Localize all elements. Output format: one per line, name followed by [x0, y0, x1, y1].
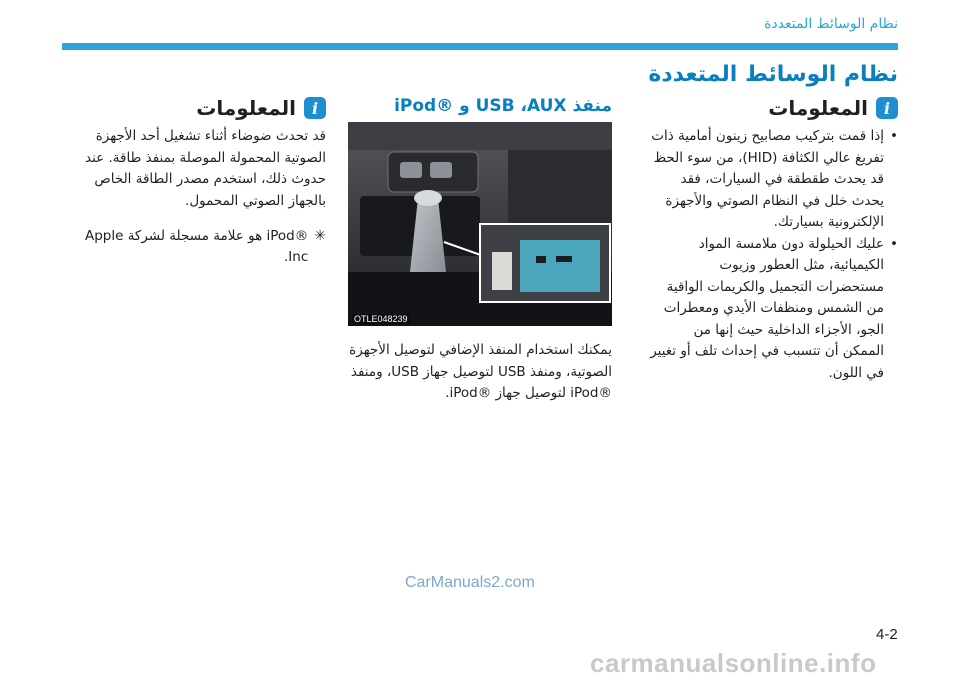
page-number: 4-2 — [876, 626, 898, 643]
running-header: نظام الوسائط المتعددة — [764, 16, 898, 32]
info-icon: i — [304, 97, 326, 119]
info-heading-left — [62, 96, 326, 120]
right-column — [648, 96, 898, 384]
info-heading-label: المعلومات — [196, 96, 296, 120]
usb-aux-heading: منفذ USB ،AUX و ®iPod — [394, 96, 612, 116]
watermark: CarManuals2.com — [405, 574, 535, 591]
left-column — [62, 96, 326, 268]
usb-aux-description — [348, 340, 612, 405]
usb-aux-paragraph: يمكنك استخدام المنفذ الإضافي لتوصيل الأجهزة الصوتية، ومنفذ USB لتوصيل جهاز USB، ومنفذ ®iPod لتوصيل جهاز ®iPod. — [349, 342, 612, 401]
asterisk-icon: ✳ — [314, 228, 326, 244]
console-photo — [348, 122, 612, 326]
trademark-note — [62, 226, 326, 268]
info-icon: i — [876, 97, 898, 119]
bullet-item: • إذا قمت بتركيب مصابيح زينون أمامية ذات تفريغ عالي الكثافة (HID)، من سوء الحظ قد يحدث طقطقة في السيارات، فقد يحدث خلل في النظام الصوتي والأجهزة الإلكترونية بسيارتك. — [648, 126, 884, 234]
photo-code: OTLE048239 — [354, 314, 408, 324]
console-illustration — [348, 122, 612, 326]
info-heading-right — [648, 96, 898, 120]
noise-paragraph: قد تحدث ضوضاء أثناء تشغيل أحد الأجهزة الصوتية المحمولة الموصلة بمنفذ طاقة. عند حدوث ذلك، استخدم مصدر الطاقة الخاص بالجهاز الصوتي المحمول. — [84, 128, 326, 209]
section-title: نظام الوسائط المتعددة — [648, 62, 898, 87]
site-watermark: carmanualsonline.info — [590, 648, 877, 678]
bullet-item: • عليك الحيلولة دون ملامسة المواد الكيميائية، مثل العطور وزيوت مستحضرات التجميل والكريمات الواقية من الشمس ومنظفات الأيدي ومعطرات الجو، الأجزاء الداخلية حيث إنها من الممكن أن تتسبب في إحداث تلف أو تغيير في اللون. — [648, 234, 884, 385]
header-rule — [62, 43, 898, 50]
info-heading-label: المعلومات — [768, 96, 868, 120]
bullet-list — [648, 126, 898, 384]
trademark-text: ®iPod هو علامة مسجلة لشركة Apple Inc. — [84, 228, 309, 265]
